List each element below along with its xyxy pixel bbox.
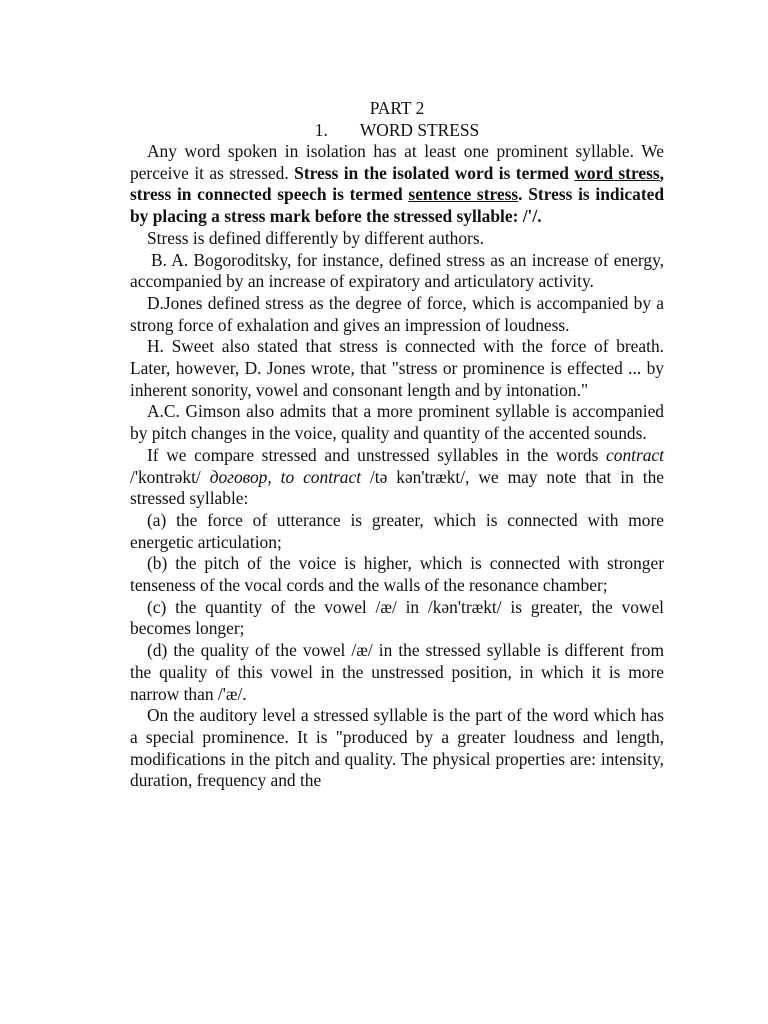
- compare-transcription-1: /'kontrəkt/: [130, 466, 210, 487]
- paragraph-sweet: H. Sweet also stated that stress is connected with the force of breath. Later, however, D. Jones wrote, that "stress or prominence is effected ... by inherent sonority, vowel and consonant length and by intonation.": [130, 336, 664, 400]
- example-word-contract: contract: [606, 444, 664, 465]
- paragraph-compare: [130, 445, 664, 510]
- list-item-a: (a) the force of utterance is greater, which is connected with more energetic articulation;: [130, 509, 664, 552]
- section-title: WORD STRESS: [359, 120, 480, 140]
- list-item-b: (b) the pitch of the voice is higher, which is connected with stronger tenseness of the vocal cords and the walls of the resonance chamber;: [130, 553, 664, 596]
- compare-text-2: /tə kən'trækt/, we may note that in the stressed syllable:: [130, 466, 664, 509]
- intro-bold-2: , stress in connected speech is termed: [130, 162, 664, 205]
- compare-text-1: If we compare stressed and unstressed syllables in the words: [147, 444, 607, 465]
- document-page: [130, 97, 664, 792]
- intro-bold-1: Stress in the isolated word is termed: [294, 162, 575, 183]
- section-heading: [130, 119, 664, 141]
- term-sentence-stress: sentence stress: [408, 184, 519, 205]
- example-translation: договор, to contract: [209, 466, 362, 487]
- intro-text: Any word spoken in isolation has at least one prominent syllable. We perceive it as stressed.: [130, 141, 664, 183]
- list-item-d: (d) the quality of the vowel /æ/ in the stressed syllable is different from the quality of this vowel in the unstressed position, in which it is more narrow than /'æ/.: [130, 640, 664, 704]
- paragraph-intro: [130, 141, 664, 228]
- section-number: 1.: [314, 120, 328, 140]
- paragraph-definition: Stress is defined differently by different authors.: [147, 227, 484, 248]
- intro-bold-3: . Stress is indicated by placing a stress mark before the stressed syllable: /'/.: [130, 184, 665, 227]
- paragraph-bogoroditsky: B. A. Bogoroditsky, for instance, defined stress as an increase of energy, accompanied by an increase of expiratory and articulatory activity.: [130, 249, 664, 292]
- paragraph-gimson: A.C. Gimson also admits that a more prominent syllable is accompanied by pitch changes in the voice, quality and quantity of the accented sounds.: [130, 401, 664, 444]
- paragraph-auditory: On the auditory level a stressed syllable is the part of the word which has a special prominence. It is "produced by a greater loudness and length, modifications in the pitch and quality. The physical properties are: intensity, duration, frequency and the: [130, 705, 664, 791]
- paragraph-jones: D.Jones defined stress as the degree of force, which is accompanied by a strong force of exhalation and gives an impression of loudness.: [130, 292, 664, 335]
- list-item-c: (c) the quantity of the vowel /æ/ in /kən'trækt/ is greater, the vowel becomes longer;: [130, 596, 664, 639]
- term-word-stress: word stress: [574, 162, 660, 183]
- part-title: PART 2: [369, 98, 425, 118]
